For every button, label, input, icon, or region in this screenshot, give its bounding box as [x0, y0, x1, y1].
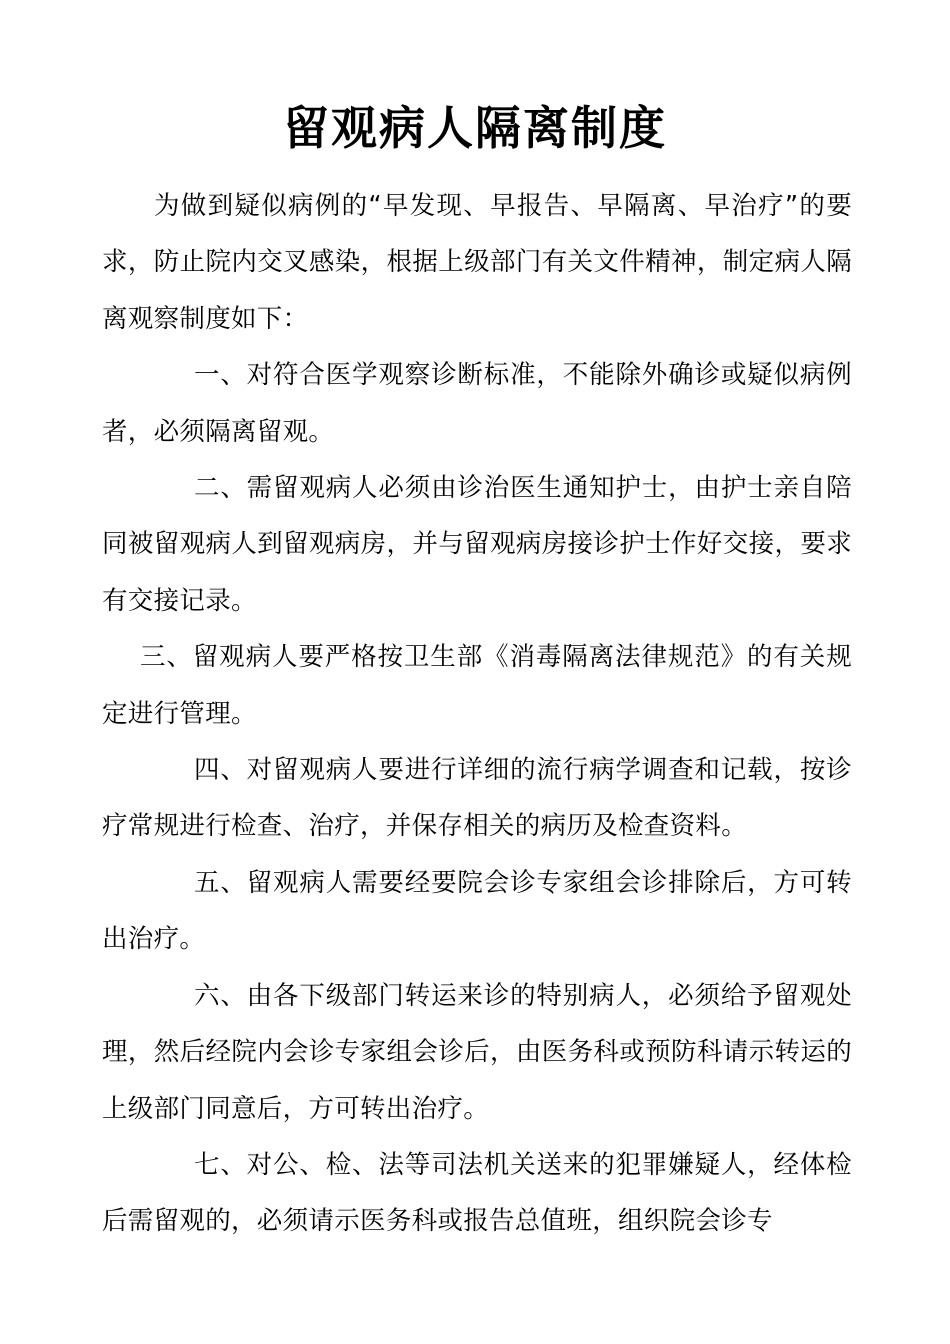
rule-paragraph-2: 二、需留观病人必须由诊治医生通知护士，由护士亲自陪同被留观病人到留观病房，并与留观病房接诊护士作好交接，要求有交接记录。	[102, 473, 852, 616]
rule-paragraph-7: 七、对公、检、法等司法机关送来的犯罪嫌疑人，经体检后需留观的，必须请示医务科或报告总值班，组织院会诊专	[102, 1149, 852, 1237]
rule-paragraph-3: 三、留观病人要严格按卫生部《消毒隔离法律规范》的有关规定进行管理。	[102, 642, 852, 729]
document-title: 留观病人隔离制度	[283, 101, 667, 155]
rule-paragraph-1: 一、对符合医学观察诊断标准，不能除外确诊或疑似病例者，必须隔离留观。	[102, 360, 852, 447]
rule-paragraph-5: 五、留观病人需要经要院会诊专家组会诊排除后，方可转出治疗。	[102, 867, 852, 955]
intro-paragraph: 为做到疑似病例的“早发现、早报告、早隔离、早治疗”的要求，防止院内交叉感染，根据上级部门有关文件精神，制定病人隔离观察制度如下：	[102, 191, 852, 334]
rule-paragraph-4: 四、对留观病人要进行详细的流行病学调查和记载，按诊疗常规进行检查、治疗，并保存相关的病历及检查资料。	[102, 755, 852, 842]
document-body	[102, 178, 852, 1250]
rule-paragraph-6: 六、由各下级部门转运来诊的特别病人，必须给予留观处理，然后经院内会诊专家组会诊后，由医务科或预防科请示转运的上级部门同意后，方可转出治疗。	[102, 980, 852, 1124]
